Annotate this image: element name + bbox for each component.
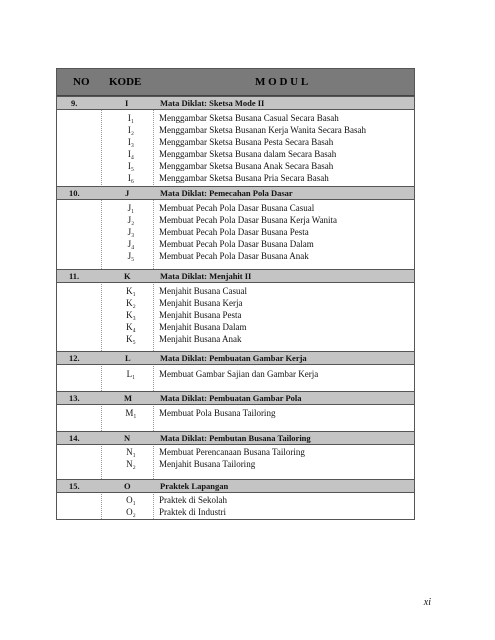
- section-no: 11.: [69, 271, 80, 281]
- item-code: J₅: [127, 251, 135, 261]
- module-table: [56, 68, 415, 520]
- section-kode: N: [124, 433, 131, 443]
- item-code: I₂: [127, 125, 135, 135]
- item-code: N₂: [126, 459, 136, 469]
- item-code: J₃: [127, 227, 135, 237]
- item-text: Membuat Pola Busana Tailoring: [159, 408, 276, 418]
- section-items: [57, 202, 414, 262]
- item-text: Menjahit Busana Dalam: [159, 322, 247, 332]
- list-item: [57, 407, 414, 419]
- section-no: 10.: [69, 188, 80, 198]
- section-kode: I: [125, 98, 129, 108]
- item-code: O₂: [126, 507, 136, 517]
- item-code: J₄: [127, 239, 135, 249]
- list-item: [57, 494, 414, 506]
- section-kode: O: [124, 481, 131, 491]
- section-items: [57, 285, 414, 345]
- list-item: [57, 124, 414, 136]
- section-title: Mata Diklat: Pembuatan Gambar Pola: [160, 393, 302, 403]
- item-text: Praktek di Sekolah: [159, 495, 227, 505]
- item-code: I₁: [127, 113, 135, 123]
- list-item: [57, 368, 414, 380]
- list-item: [57, 285, 414, 297]
- list-item: [57, 112, 414, 124]
- section-header: [57, 431, 414, 445]
- item-text: Menggambar Sketsa Busana Pria Secara Basah: [159, 173, 329, 183]
- item-text: Membuat Gambar Sajian dan Gambar Kerja: [159, 369, 319, 379]
- item-code: L₁: [126, 369, 136, 379]
- page-number: xi: [423, 597, 431, 608]
- section-title: Mata Diklat: Pemecahan Pola Dasar: [160, 188, 293, 198]
- table-header: [57, 69, 414, 96]
- item-text: Menggambar Sketsa Busana Pesta Secara Basah: [159, 137, 334, 147]
- section-kode: K: [124, 271, 131, 281]
- section-no: 9.: [71, 98, 78, 108]
- section-items: [57, 368, 414, 380]
- item-code: N₁: [126, 447, 136, 457]
- section-items: [57, 446, 414, 470]
- list-item: [57, 160, 414, 172]
- section-header: [57, 96, 414, 110]
- item-code: O₁: [126, 495, 136, 505]
- item-code: K₅: [126, 334, 136, 344]
- item-text: Menggambar Sketsa Busanan Kerja Wanita Secara Basah: [159, 125, 367, 135]
- section-title: Praktek Lapangan: [160, 481, 229, 491]
- header-modul: M O D U L: [255, 76, 309, 88]
- item-text: Menjahit Busana Kerja: [159, 298, 243, 308]
- section-kode: M: [124, 393, 133, 403]
- item-code: I₅: [127, 161, 135, 171]
- item-text: Membuat Pecah Pola Dasar Busana Dalam: [159, 239, 314, 249]
- item-text: Menjahit Busana Anak: [159, 334, 242, 344]
- list-item: [57, 458, 414, 470]
- item-code: J₁: [127, 203, 135, 213]
- list-item: [57, 226, 414, 238]
- item-text: Membuat Pecah Pola Dasar Busana Pesta: [159, 227, 309, 237]
- item-code: M₁: [125, 408, 137, 418]
- item-text: Membuat Pecah Pola Dasar Busana Casual: [159, 203, 315, 213]
- section-items: [57, 112, 414, 184]
- list-item: [57, 321, 414, 333]
- item-text: Menjahit Busana Tailoring: [159, 459, 256, 469]
- item-code: I₃: [127, 137, 135, 147]
- list-item: [57, 202, 414, 214]
- item-code: K₃: [126, 310, 136, 320]
- section-title: Mata Diklat: Pembuatan Gambar Kerja: [160, 353, 307, 363]
- item-code: I₄: [127, 149, 135, 159]
- item-code: J₂: [127, 215, 135, 225]
- section-title: Mata Diklat: Menjahit II: [160, 271, 252, 281]
- list-item: [57, 506, 414, 518]
- list-item: [57, 250, 414, 262]
- section-items: [57, 407, 414, 419]
- list-item: [57, 172, 414, 184]
- item-text: Praktek di Industri: [159, 507, 226, 517]
- section-kode: L: [125, 353, 131, 363]
- section-kode: J: [125, 188, 130, 198]
- section-no: 13.: [69, 393, 80, 403]
- header-kode: KODE: [109, 76, 142, 88]
- header-no: NO: [73, 76, 90, 88]
- list-item: [57, 446, 414, 458]
- list-item: [57, 238, 414, 250]
- section-title: Mata Diklat: Pembutan Busana Tailoring: [160, 433, 311, 443]
- section-header: [57, 269, 414, 283]
- section-header: [57, 479, 414, 493]
- item-text: Membuat Perencanaan Busana Tailoring: [159, 447, 305, 457]
- item-code: I₆: [127, 173, 135, 183]
- item-text: Menjahit Busana Pesta: [159, 310, 242, 320]
- section-header: [57, 186, 414, 200]
- list-item: [57, 297, 414, 309]
- item-text: Menggambar Sketsa Busana Anak Secara Basah: [159, 161, 334, 171]
- item-text: Membuat Pecah Pola Dasar Busana Kerja Wanita: [159, 215, 338, 225]
- section-items: [57, 494, 414, 518]
- item-code: K₁: [126, 286, 136, 296]
- section-no: 15.: [69, 481, 80, 491]
- section-title: Mata Diklat: Sketsa Mode II: [160, 98, 265, 108]
- item-code: K₂: [126, 298, 136, 308]
- section-header: [57, 391, 414, 405]
- section-no: 12.: [69, 353, 80, 363]
- item-code: K₄: [126, 322, 136, 332]
- item-text: Menggambar Sketsa Busana Casual Secara Basah: [159, 113, 339, 123]
- item-text: Membuat Pecah Pola Dasar Busana Anak: [159, 251, 309, 261]
- item-text: Menggambar Sketsa Busana dalam Secara Basah: [159, 149, 337, 159]
- list-item: [57, 136, 414, 148]
- list-item: [57, 214, 414, 226]
- list-item: [57, 309, 414, 321]
- section-header: [57, 351, 414, 365]
- list-item: [57, 148, 414, 160]
- item-text: Menjahit Busana Casual: [159, 286, 247, 296]
- section-no: 14.: [69, 433, 80, 443]
- list-item: [57, 333, 414, 345]
